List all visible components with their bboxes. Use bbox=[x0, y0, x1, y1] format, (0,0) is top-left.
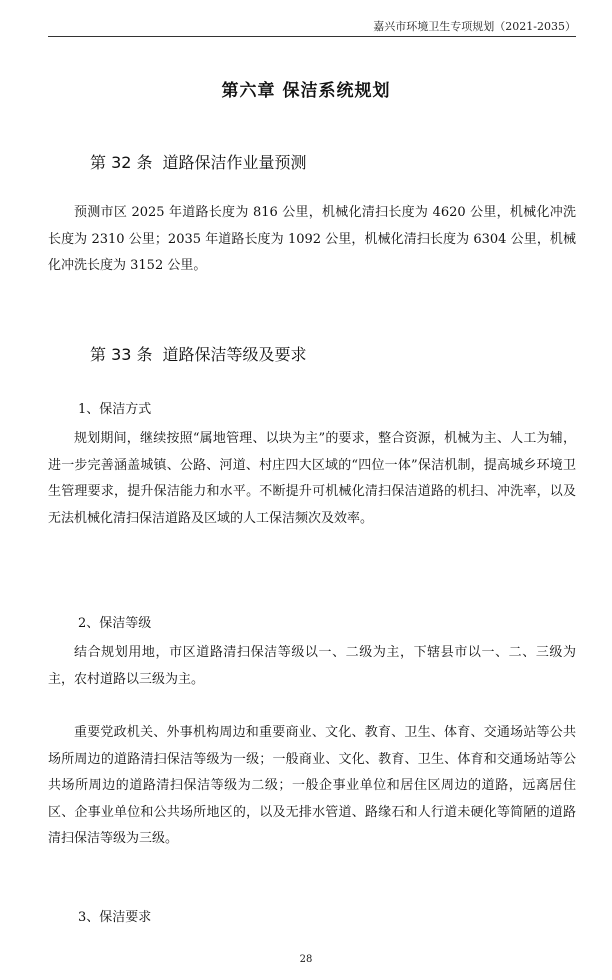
header-divider bbox=[48, 36, 576, 37]
article-32-heading bbox=[90, 150, 307, 173]
article-33-number: 第 33 条 bbox=[90, 345, 153, 364]
article-33-heading bbox=[90, 342, 307, 365]
page-number: 28 bbox=[299, 954, 313, 965]
article-32-number: 第 32 条 bbox=[90, 153, 153, 172]
article-33-title: 道路保洁等级及要求 bbox=[162, 345, 307, 364]
section-2-paragraph-2: 重要党政机关、外事机构周边和重要商业、文化、教育、卫生、体育、交通场站等公共场所周边的道路清扫保洁等级为一级；一般商业、文化、教育、卫生、体育和交通场站等公共场所周边的道路清扫保洁等级为二级；一般企事业单位和居住区周边的道路，远离居住区、企事业单位和公共场所地区的，以及无排水管道、路缘石和人行道未硬化等简陋的道路清扫保洁等级为三级。 bbox=[48, 725, 576, 846]
section-2-heading: 2、保洁等级 bbox=[78, 616, 152, 631]
section-1-heading: 1、保洁方式 bbox=[78, 402, 152, 417]
article-32-paragraph: 预测市区 2025 年道路长度为 816 公里，机械化清扫长度为 4620 公里，机械化冲洗长度为 2310 公里；2035 年道路长度为 1092 公里，机械化清扫长度为 6304 公里，机械化冲洗长度为 3152 公里。 bbox=[48, 205, 576, 273]
section-1-paragraph: 规划期间，继续按照“属地管理、以块为主”的要求，整合资源，机械为主、人工为辅，进一步完善涵盖城镇、公路、河道、村庄四大区域的“四位一体”保洁机制，提高城乡环境卫生管理要求，提升保洁能力和水平。不断提升可机械化清扫保洁道路的机扫、冲洗率，以及无法机械化清扫保洁道路及区域的人工保洁频次及效率。 bbox=[48, 431, 576, 526]
section-2-paragraph-1: 结合规划用地，市区道路清扫保洁等级以一、二级为主，下辖县市以一、二、三级为主，农村道路以三级为主。 bbox=[48, 645, 576, 687]
section-3-heading: 3、保洁要求 bbox=[78, 910, 152, 925]
article-32-title: 道路保洁作业量预测 bbox=[162, 153, 307, 172]
chapter-title: 第六章 保洁系统规划 bbox=[221, 81, 391, 101]
running-header: 嘉兴市环境卫生专项规划（2021-2035） bbox=[373, 20, 576, 33]
